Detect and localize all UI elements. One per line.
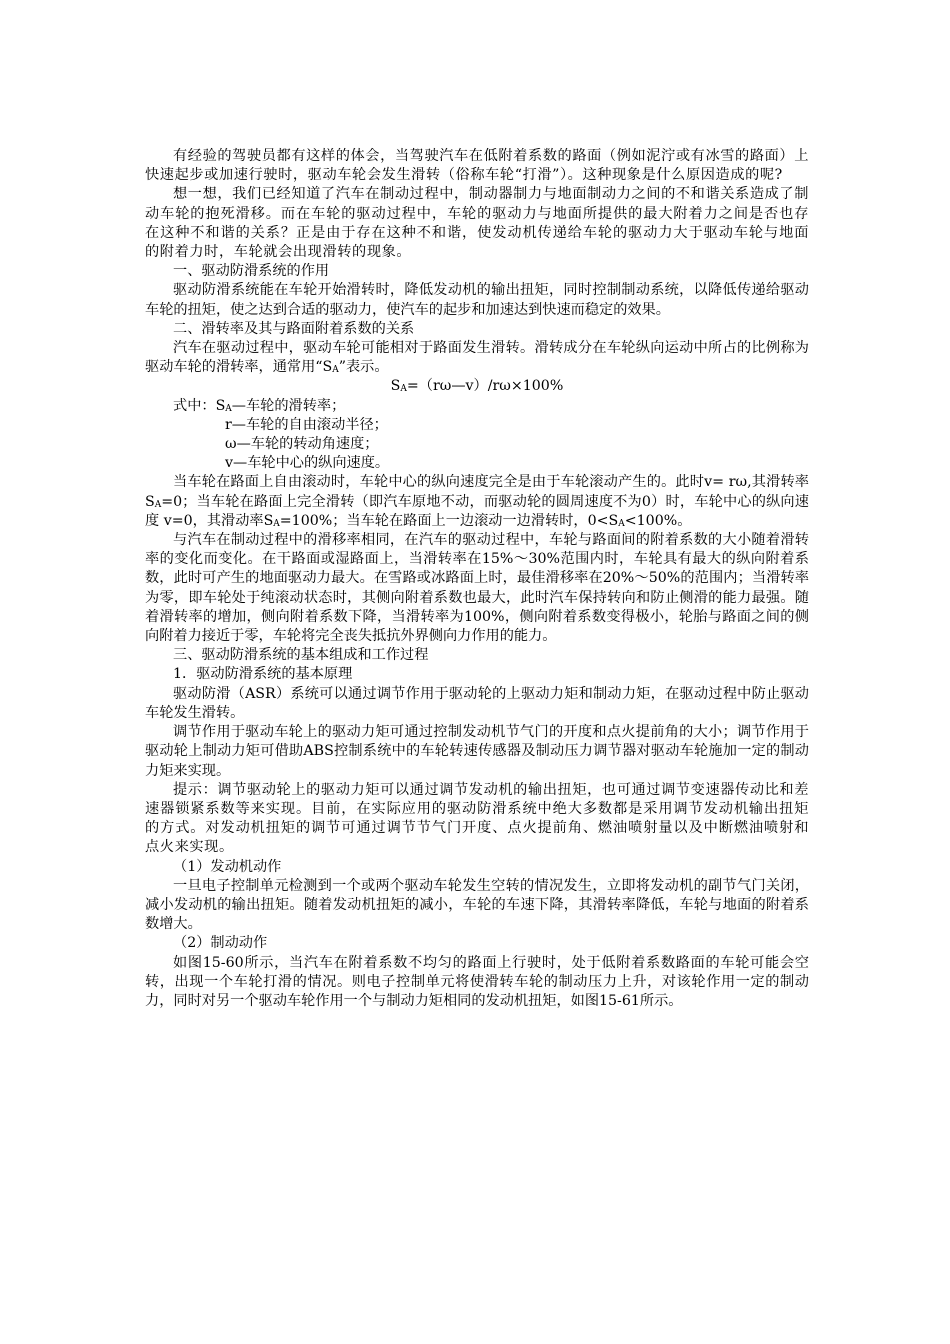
engine-action-heading: （1）发动机动作	[173, 858, 282, 875]
document-body	[145, 147, 809, 1011]
text-run: <100%。	[624, 512, 692, 529]
text-run: S	[390, 378, 401, 395]
subscript: A	[273, 518, 280, 529]
subscript: A	[332, 365, 339, 376]
slip-rate-paragraph	[145, 339, 809, 377]
text-run: =100%；当车轮在路面上一边滚动一边滑转时，0<S	[279, 512, 619, 529]
text-run: 式中：S	[173, 397, 226, 414]
text-run: —车轮的滑转率；	[231, 397, 346, 414]
section-heading-3: 三、驱动防滑系统的基本组成和工作过程	[173, 647, 429, 664]
definition-sa	[145, 397, 809, 416]
subscript: A	[154, 499, 162, 510]
subscript: A	[225, 403, 232, 414]
rolling-paragraph	[145, 473, 809, 531]
text-run: 当车轮在路面上自由滚动时，车轮中心的纵向速度完全是由于车轮滚动产生的。此时v= rω,其滑转率S	[145, 474, 809, 510]
text-run: =（rω—v）/rω×100%	[406, 378, 564, 395]
brake-action-paragraph: 如图15-60所示，当汽车在附着系数不均匀的路面上行驶时，处于低附着系数路面的车轮可能会空转，出现一个车轮打滑的情况。则电子控制单元将使滑转车轮的制动压力上升，对该轮作用一定的制动力，同时对另一个驱动车轮作用一个与制动力矩相同的发动机扭矩，如图15-61所示。	[145, 954, 809, 1009]
adhesion-paragraph: 与汽车在制动过程中的滑移率相同，在汽车的驱动过程中，车轮与路面间的附着系数的大小随着滑转率的变化而变化。在干路面或湿路面上，当滑转率在15%～30%范围内时，车轮具有最大的纵向附着系数，此时可产生的地面驱动力最大。在雪路或冰路面上时，最佳滑移率在20%～50%的范围内；当滑转率为零，即车轮处于纯滚动状态时，其侧向附着系数也最大，此时汽车保持转向和防止侧滑的能力最强。随着滑转率的增加，侧向附着系数下降，当滑转率为100%，侧向附着系数变得极小，轮胎与路面之间的侧向附着力接近于零，车轮将完全丧失抵抗外界侧向力作用的能力。	[145, 532, 809, 645]
torque-paragraph: 调节作用于驱动车轮上的驱动力矩可通过控制发动机节气门的开度和点火提前角的大小；调节作用于驱动轮上制动力矩可借助ABS控制系统中的车轮转速传感器及制动压力调节器对驱动车轮施加一定的制动力矩来实现。	[145, 724, 809, 779]
definition-v: v—车轮中心的纵向速度。	[225, 455, 390, 472]
engine-action-paragraph: 一旦电子控制单元检测到一个或两个驱动车轮发生空转的情况发生，立即将发动机的副节气门关闭，减小发动机的输出扭矩。随着发动机扭矩的减小，车轮的车速下降，其滑转率降低，车轮与地面的附着系数增大。	[145, 877, 809, 933]
tip-paragraph: 提示：调节驱动轮上的驱动力矩可以通过调节发动机的输出扭矩，也可通过调节变速器传动比和差速器锁紧系数等来实现。目前，在实际应用的驱动防滑系统中绝大多数都是采用调节发动机输出扭矩的方式。对发动机扭矩的调节可通过调节节气门开度、点火提前角、燃油喷射量以及中断燃油喷射和点火来实现。	[145, 781, 809, 856]
subscript: A	[400, 384, 407, 395]
section-heading-2: 二、滑转率及其与路面附着系数的关系	[173, 320, 415, 337]
subscript: A	[618, 518, 625, 529]
subsection-heading-1: 1．驱动防滑系统的基本原理	[173, 666, 353, 683]
formula	[145, 377, 809, 396]
think-paragraph: 想一想，我们已经知道了汽车在制动过程中，制动器制力与地面制动力之间的不和谐关系造成了制动车轮的抱死滑移。而在车轮的驱动过程中，车轮的驱动力与地面所提供的最大附着力之间是否也存在这种不和谐的关系？正是由于存在这种不和谐，使发动机传递给车轮的驱动力大于驱动车轮与地面的附着力时，车轮就会出现滑转的现象。	[145, 186, 809, 261]
definition-r: r—车轮的自由滚动半径；	[225, 416, 388, 433]
text-run: =0；当车轮在路面上完全滑转（即汽车原地不动，而驱动轮的圆周速度不为0）时，车轮中心的纵向速度 v=0，其滑动率S	[145, 493, 809, 529]
brake-action-heading: （2）制动动作	[173, 935, 268, 952]
text-run: ”表示。	[338, 359, 389, 376]
text-run: 汽车在驱动过程中，驱动车轮可能相对于路面发生滑转。滑转成分在车轮纵向运动中所占的比例称为驱动车轮的滑转率，通常用“S	[145, 340, 809, 376]
function-paragraph: 驱动防滑系统能在车轮开始滑转时，降低发动机的输出扭矩，同时控制制动系统，以降低传递给驱动车轮的扭矩，使之达到合适的驱动力，使汽车的起步和加速达到快速而稳定的效果。	[145, 282, 809, 318]
section-heading-1: 一、驱动防滑系统的作用	[173, 263, 330, 280]
definition-omega: ω—车轮的转动角速度；	[225, 436, 379, 453]
intro-paragraph: 有经验的驾驶员都有这样的体会，当驾驶汽车在低附着系数的路面（例如泥泞或有冰雪的路面）上快速起步或加速行驶时，驱动车轮会发生滑转（俗称车轮“打滑”）。这种现象是什么原因造成的呢?	[145, 148, 809, 184]
asr-paragraph: 驱动防滑（ASR）系统可以通过调节作用于驱动轮的上驱动力矩和制动力矩，在驱动过程中防止驱动车轮发生滑转。	[145, 685, 809, 721]
